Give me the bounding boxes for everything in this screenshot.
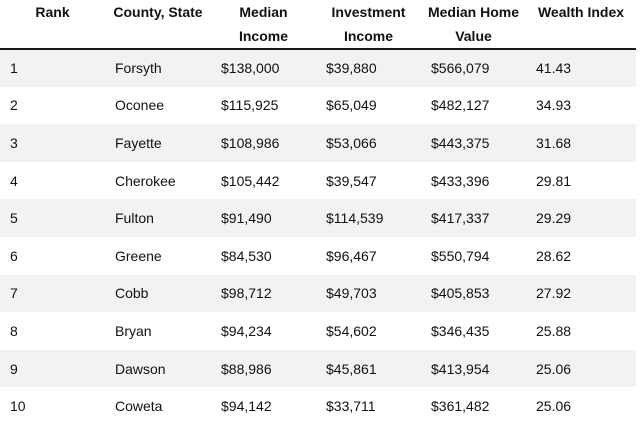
table-body <box>0 49 636 425</box>
table-row <box>0 350 636 388</box>
cell-rank: 3 <box>0 124 105 162</box>
cell-investment-income: $54,602 <box>316 312 421 350</box>
cell-wealth-index: 25.06 <box>526 350 636 388</box>
cell-county: Greene <box>105 237 211 275</box>
table-row <box>0 199 636 237</box>
cell-wealth-index: 29.81 <box>526 162 636 200</box>
table-row <box>0 237 636 275</box>
cell-investment-income: $53,066 <box>316 124 421 162</box>
table-row <box>0 387 636 425</box>
header-county-state-line-1: County, State <box>113 4 203 20</box>
cell-median-home-value: $346,435 <box>421 312 526 350</box>
header-median-home-value-line-1: Median Home <box>427 4 519 20</box>
cell-investment-income: $45,861 <box>316 350 421 388</box>
header-row <box>0 0 636 49</box>
header-median-income <box>211 0 316 49</box>
cell-wealth-index: 31.68 <box>526 124 636 162</box>
cell-median-home-value: $413,954 <box>421 350 526 388</box>
table-row <box>0 275 636 313</box>
cell-wealth-index: 25.88 <box>526 312 636 350</box>
header-rank-line-1: Rank <box>35 4 70 20</box>
cell-median-home-value: $566,079 <box>421 49 526 87</box>
cell-investment-income: $39,880 <box>316 49 421 87</box>
cell-investment-income: $96,467 <box>316 237 421 275</box>
table-row <box>0 162 636 200</box>
cell-rank: 4 <box>0 162 105 200</box>
cell-median-income: $84,530 <box>211 237 316 275</box>
cell-median-home-value: $405,853 <box>421 275 526 313</box>
header-median-home-value-line-2: Value <box>455 28 492 44</box>
cell-county: Bryan <box>105 312 211 350</box>
cell-median-home-value: $417,337 <box>421 199 526 237</box>
header-investment-income-line-1: Investment <box>331 4 406 20</box>
cell-rank: 10 <box>0 387 105 425</box>
cell-investment-income: $33,711 <box>316 387 421 425</box>
cell-rank: 6 <box>0 237 105 275</box>
header-median-income-line-1: Median <box>239 4 288 20</box>
cell-median-income: $98,712 <box>211 275 316 313</box>
cell-rank: 1 <box>0 49 105 87</box>
cell-wealth-index: 25.06 <box>526 387 636 425</box>
cell-wealth-index: 28.62 <box>526 237 636 275</box>
cell-county: Cherokee <box>105 162 211 200</box>
cell-county: Fayette <box>105 124 211 162</box>
cell-rank: 5 <box>0 199 105 237</box>
cell-rank: 7 <box>0 275 105 313</box>
cell-county: Coweta <box>105 387 211 425</box>
cell-median-home-value: $482,127 <box>421 87 526 125</box>
cell-county: Cobb <box>105 275 211 313</box>
table-row <box>0 124 636 162</box>
cell-county: Oconee <box>105 87 211 125</box>
cell-median-income: $108,986 <box>211 124 316 162</box>
cell-median-home-value: $443,375 <box>421 124 526 162</box>
header-investment-income <box>316 0 421 49</box>
cell-median-income: $88,986 <box>211 350 316 388</box>
cell-median-income: $91,490 <box>211 199 316 237</box>
cell-investment-income: $114,539 <box>316 199 421 237</box>
cell-wealth-index: 27.92 <box>526 275 636 313</box>
header-median-home-value <box>421 0 526 49</box>
header-rank <box>0 0 105 49</box>
header-investment-income-line-2: Income <box>343 28 393 44</box>
cell-median-income: $94,142 <box>211 387 316 425</box>
cell-county: Fulton <box>105 199 211 237</box>
cell-median-home-value: $433,396 <box>421 162 526 200</box>
table-row <box>0 312 636 350</box>
cell-rank: 2 <box>0 87 105 125</box>
cell-median-income: $115,925 <box>211 87 316 125</box>
cell-county: Dawson <box>105 350 211 388</box>
header-wealth-index <box>526 0 636 49</box>
table-row <box>0 49 636 87</box>
cell-investment-income: $39,547 <box>316 162 421 200</box>
cell-rank: 8 <box>0 312 105 350</box>
cell-median-home-value: $361,482 <box>421 387 526 425</box>
cell-wealth-index: 29.29 <box>526 199 636 237</box>
cell-county: Forsyth <box>105 49 211 87</box>
cell-wealth-index: 34.93 <box>526 87 636 125</box>
cell-median-income: $94,234 <box>211 312 316 350</box>
cell-investment-income: $49,703 <box>316 275 421 313</box>
header-county-state <box>105 0 211 49</box>
header-wealth-index-line-1: Wealth Index <box>537 4 625 20</box>
cell-median-home-value: $550,794 <box>421 237 526 275</box>
cell-wealth-index: 41.43 <box>526 49 636 87</box>
cell-investment-income: $65,049 <box>316 87 421 125</box>
cell-median-income: $138,000 <box>211 49 316 87</box>
header-median-income-line-2: Income <box>238 28 288 44</box>
table-header <box>0 0 636 49</box>
cell-rank: 9 <box>0 350 105 388</box>
cell-median-income: $105,442 <box>211 162 316 200</box>
table-row <box>0 87 636 125</box>
